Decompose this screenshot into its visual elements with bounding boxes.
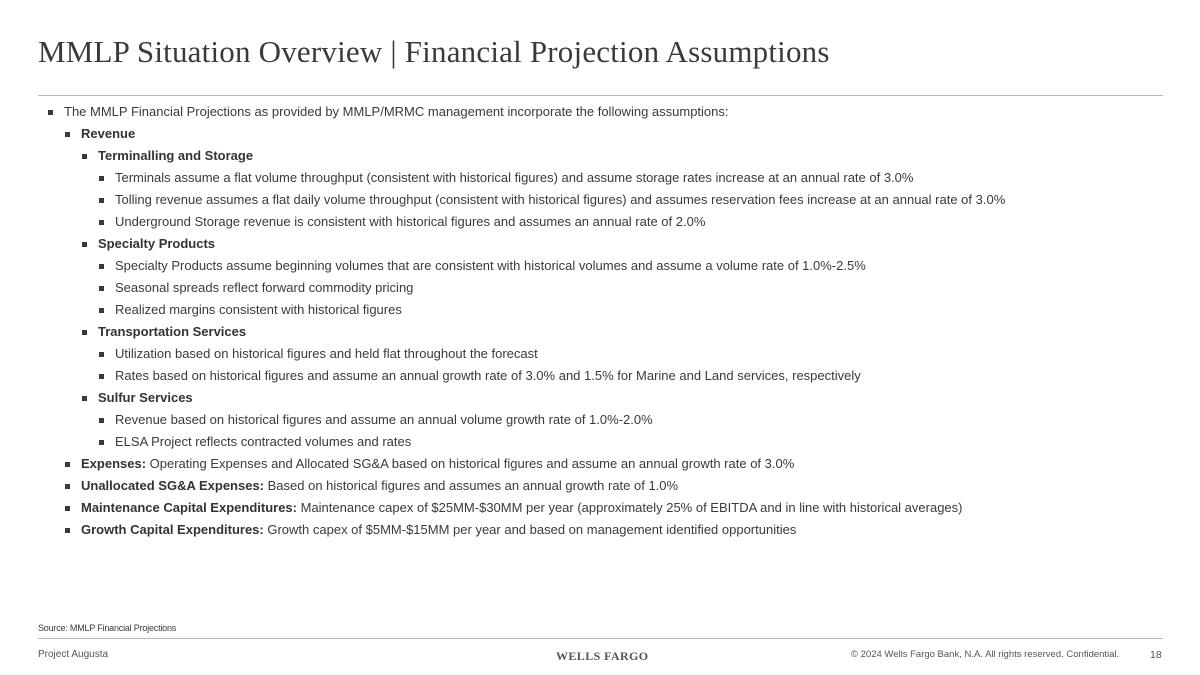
- bullet-item: [38, 189, 1163, 211]
- bullet-text: [115, 167, 913, 189]
- bullet-body: Underground Storage revenue is consistent with historical figures and assumes an annual rate of 2.0%: [115, 214, 706, 229]
- bullet-item: [38, 343, 1163, 365]
- bullet-square-icon: [99, 176, 104, 181]
- bullet-heading: Transportation Services: [98, 324, 247, 339]
- bullet-text: [81, 475, 678, 497]
- bullet-square-icon: [65, 132, 70, 137]
- bullet-body: Revenue based on historical figures and assume an annual volume growth rate of 1.0%-2.0%: [115, 412, 653, 427]
- bullet-square-icon: [65, 462, 70, 467]
- bullet-text: [64, 101, 729, 123]
- bullet-heading: Unallocated SG&A Expenses:: [81, 478, 265, 493]
- bullet-body: Based on historical figures and assumes an annual growth rate of 1.0%: [264, 478, 679, 493]
- bullet-square-icon: [82, 242, 87, 247]
- copyright-notice: © 2024 Wells Fargo Bank, N.A. All rights reserved. Confidential.: [851, 649, 1120, 660]
- bullet-heading: Terminalling and Storage: [98, 148, 254, 163]
- assumptions-list: [38, 101, 1163, 541]
- bullet-item: [38, 453, 1163, 475]
- bullet-square-icon: [99, 308, 104, 313]
- bullet-square-icon: [99, 374, 104, 379]
- bullet-square-icon: [99, 352, 104, 357]
- bullet-square-icon: [99, 220, 104, 225]
- bullet-text: [81, 519, 796, 541]
- bullet-item: [38, 101, 1163, 123]
- bullet-square-icon: [99, 198, 104, 203]
- bullet-item: [38, 365, 1163, 387]
- bullet-body: Seasonal spreads reflect forward commodity pricing: [115, 280, 414, 295]
- bullet-text: [81, 123, 135, 145]
- bullet-text: [115, 365, 861, 387]
- bullet-item: [38, 167, 1163, 189]
- bullet-text: [81, 453, 794, 475]
- bullet-text: [115, 343, 538, 365]
- page-number: 18: [1150, 649, 1162, 661]
- bullet-item: [38, 211, 1163, 233]
- bullet-square-icon: [82, 154, 87, 159]
- bullet-item: [38, 497, 1163, 519]
- footer-divider: [38, 638, 1163, 639]
- bullet-text: [115, 189, 1005, 211]
- bullet-body: ELSA Project reflects contracted volumes and rates: [115, 434, 412, 449]
- bullet-body: Tolling revenue assumes a flat daily volume throughput (consistent with historical figures) and assumes reservation fees increase at an annual rate of 3.0%: [115, 192, 1006, 207]
- bullet-item: [38, 409, 1163, 431]
- bullet-body: Utilization based on historical figures and held flat throughout the forecast: [115, 346, 538, 361]
- bullet-square-icon: [99, 440, 104, 445]
- bullet-heading: Revenue: [81, 126, 136, 141]
- bullet-text: [115, 255, 866, 277]
- bullet-item: [38, 277, 1163, 299]
- bullet-body: Rates based on historical figures and assume an annual growth rate of 3.0% and 1.5% for Marine and Land services, respectively: [115, 368, 861, 383]
- bullet-body: Operating Expenses and Allocated SG&A based on historical figures and assume an annual growth rate of 3.0%: [146, 456, 795, 471]
- bullet-body: Terminals assume a flat volume throughput (consistent with historical figures) and assume storage rates increase at an annual rate of 3.0%: [115, 170, 914, 185]
- bullet-square-icon: [99, 418, 104, 423]
- bullet-text: [81, 497, 962, 519]
- bullet-item: [38, 519, 1163, 541]
- bullet-text: [98, 387, 193, 409]
- bullet-body: Growth capex of $5MM-$15MM per year and based on management identified opportunities: [263, 522, 797, 537]
- bullet-item: [38, 321, 1163, 343]
- bullet-text: [115, 277, 413, 299]
- bullet-body: Maintenance capex of $25MM-$30MM per year (approximately 25% of EBITDA and in line with historical averages): [297, 500, 963, 515]
- bullet-heading: Growth Capital Expenditures:: [81, 522, 264, 537]
- bullet-item: [38, 475, 1163, 497]
- wells-fargo-logo: WELLS FARGO: [556, 649, 649, 663]
- bullet-heading: Specialty Products: [98, 236, 216, 251]
- bullet-square-icon: [65, 506, 70, 511]
- bullet-heading: Sulfur Services: [98, 390, 193, 405]
- bullet-body: Specialty Products assume beginning volumes that are consistent with historical volumes and assume a volume rate of 1.0%-2.5%: [115, 258, 866, 273]
- project-name: Project Augusta: [38, 649, 109, 660]
- bullet-heading: Maintenance Capital Expenditures:: [81, 500, 297, 515]
- bullet-text: [115, 299, 402, 321]
- bullet-text: [98, 233, 215, 255]
- bullet-square-icon: [99, 286, 104, 291]
- bullet-text: [98, 145, 253, 167]
- bullet-square-icon: [48, 110, 53, 115]
- source-note: Source: MMLP Financial Projections: [38, 623, 177, 633]
- bullet-item: [38, 233, 1163, 255]
- bullet-square-icon: [65, 484, 70, 489]
- bullet-body: The MMLP Financial Projections as provided by MMLP/MRMC management incorporate the following assumptions:: [64, 104, 729, 119]
- bullet-square-icon: [65, 528, 70, 533]
- bullet-item: [38, 145, 1163, 167]
- bullet-item: [38, 123, 1163, 145]
- bullet-item: [38, 387, 1163, 409]
- bullet-text: [98, 321, 246, 343]
- bullet-item: [38, 299, 1163, 321]
- bullet-square-icon: [99, 264, 104, 269]
- bullet-text: [115, 211, 705, 233]
- bullet-body: Realized margins consistent with historical figures: [115, 302, 402, 317]
- bullet-item: [38, 431, 1163, 453]
- title-divider: [38, 95, 1163, 96]
- bullet-heading: Expenses:: [81, 456, 147, 471]
- bullet-item: [38, 255, 1163, 277]
- bullet-text: [115, 431, 411, 453]
- bullet-square-icon: [82, 330, 87, 335]
- bullet-square-icon: [82, 396, 87, 401]
- page-title: MMLP Situation Overview | Financial Projection Assumptions: [38, 34, 830, 69]
- bullet-text: [115, 409, 653, 431]
